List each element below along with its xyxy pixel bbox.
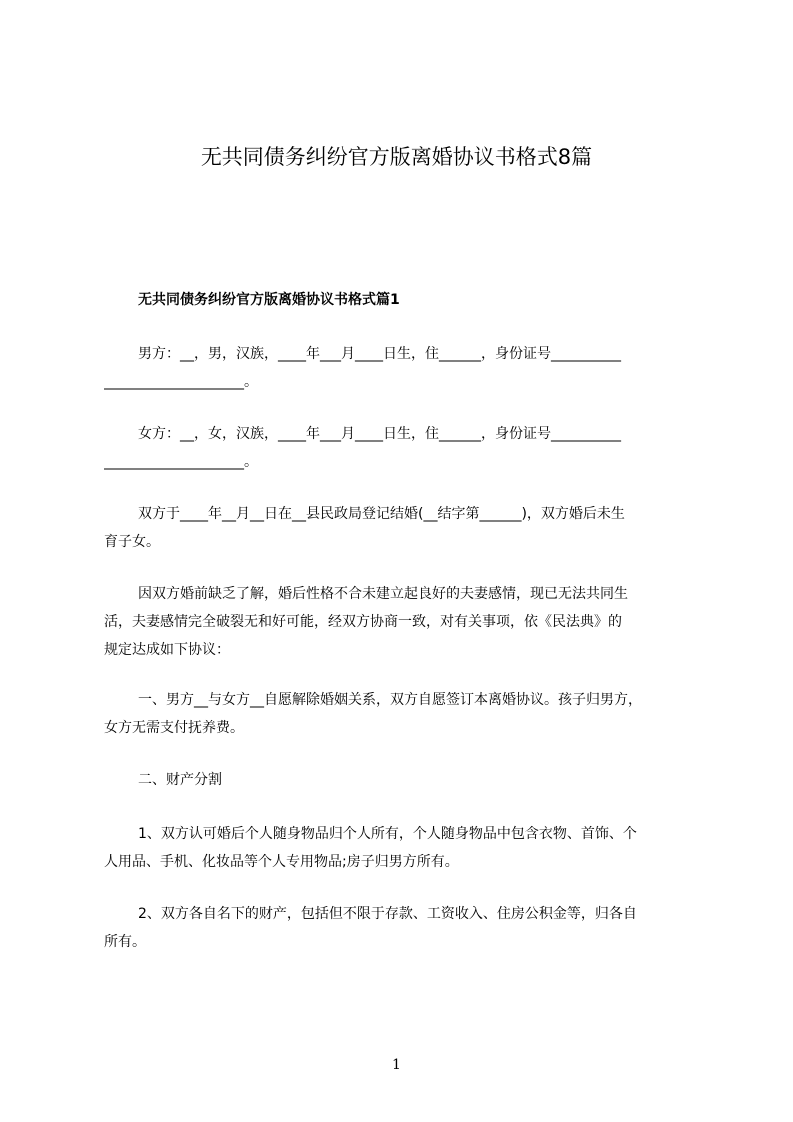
paragraph-property-item-1 — [104, 820, 704, 876]
paragraph-clause-one — [104, 686, 704, 742]
paragraph-line: 2、双方各自名下的财产，包括但不限于存款、工资收入、住房公积金等，归各自 — [138, 906, 637, 922]
paragraph-line: 女方无需支付抚养费。 — [104, 720, 244, 736]
paragraph-line: 规定达成如下协议： — [104, 642, 230, 658]
paragraph-line: 1、双方认可婚后个人随身物品归个人所有，个人随身物品中包含衣物、首饰、个 — [138, 826, 637, 842]
document-title: 无共同债务纠纷官方版离婚协议书格式8篇 — [200, 145, 593, 169]
paragraph-clause-two-heading — [104, 766, 704, 794]
paragraph-wife-info — [104, 420, 704, 476]
paragraph-line: 双方于____年__月__日在__县民政局登记结婚(__结字第______)，双方婚后未生 — [138, 506, 625, 522]
paragraph-line: 活，夫妻感情完全破裂无和好可能，经双方协商一致，对有关事项，依《民法典》的 — [104, 614, 622, 630]
paragraph-divorce-reason — [104, 580, 704, 664]
paragraph-line: 二、财产分割 — [138, 772, 222, 788]
paragraph-husband-info — [104, 340, 704, 396]
paragraph-line: ____________________。 — [104, 374, 258, 390]
page-number: 1 — [392, 1057, 401, 1073]
paragraph-line: 所有。 — [104, 934, 146, 950]
paragraph-line: 女方：__，女，汉族，____年___月____日生，住______，身份证号__________ — [138, 426, 621, 442]
paragraph-line: 因双方婚前缺乏了解，婚后性格不合未建立起良好的夫妻感情，现已无法共同生 — [138, 586, 628, 602]
paragraph-line: ____________________。 — [104, 454, 258, 470]
paragraph-line: 一、男方__与女方__自愿解除婚姻关系，双方自愿签订本离婚协议。孩子归男方， — [138, 692, 642, 708]
paragraph-marriage-registration — [104, 500, 704, 556]
section-heading: 无共同债务纠纷官方版离婚协议书格式篇1 — [138, 292, 400, 308]
paragraph-property-item-2 — [104, 900, 704, 956]
paragraph-line: 男方：__，男，汉族，____年___月____日生，住______，身份证号__________ — [138, 346, 621, 362]
paragraph-line: 人用品、手机、化妆品等个人专用物品;房子归男方所有。 — [104, 854, 459, 870]
paragraph-line: 育子女。 — [104, 534, 160, 550]
